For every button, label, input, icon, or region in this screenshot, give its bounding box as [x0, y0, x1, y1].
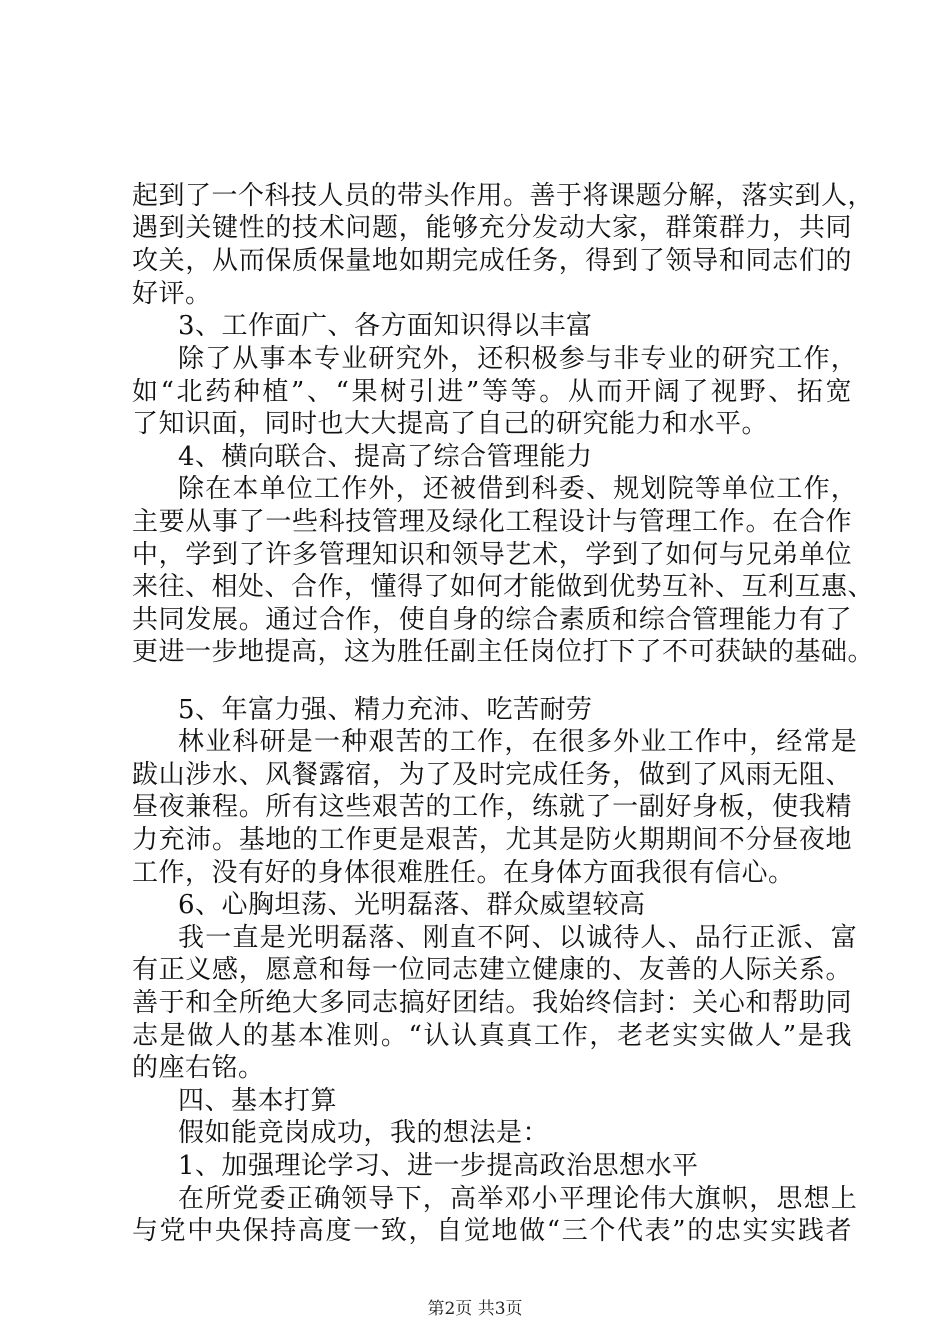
text-line: 工作，没有好的身体很难胜任。在身体方面我很有信心。	[132, 858, 795, 888]
text-line: 起到了一个科技人员的带头作用。善于将课题分解，落实到人，	[132, 181, 875, 211]
section-heading: 3、工作面广、各方面知识得以丰富	[178, 311, 593, 341]
section-heading: 4、横向联合、提高了综合管理能力	[178, 442, 593, 472]
text-line: 好评。	[132, 279, 212, 309]
page-footer: 第2页 共3页	[427, 1299, 523, 1319]
text-line: 攻关，从而保质保量地如期完成任务，得到了领导和同志们的	[132, 246, 852, 276]
text-line: 力充沛。基地的工作更是艰苦，尤其是防火期期间不分昼夜地	[132, 825, 852, 855]
text-line: 我一直是光明磊落、刚直不阿、以诚待人、品行正派、富	[178, 923, 859, 953]
text-line: 的座右铭。	[132, 1053, 265, 1083]
text-line: 来往、相处、合作，懂得了如何才能做到优势互补、互利互惠、	[132, 572, 875, 602]
text-line: 主要从事了一些科技管理及绿化工程设计与管理工作。在合作	[132, 507, 852, 537]
text-line: 跋山涉水、风餐露宿，为了及时完成任务，做到了风雨无阻、	[132, 760, 852, 790]
text-line: 有正义感，愿意和每一位同志建立健康的、友善的人际关系。	[132, 955, 852, 985]
text-line: 林业科研是一种艰苦的工作，在很多外业工作中，经常是	[178, 727, 859, 757]
text-line: 遇到关键性的技术问题，能够充分发动大家，群策群力，共同	[132, 213, 852, 243]
text-line: 与党中央保持高度一致，自觉地做“三个代表”的忠实实践者	[132, 1216, 852, 1246]
section-heading: 5、年富力强、精力充沛、吃苦耐劳	[178, 695, 593, 725]
text-line: 善于和全所绝大多同志搞好团结。我始终信封：关心和帮助同	[132, 988, 852, 1018]
text-line: 除了从事本专业研究外，还积极参与非专业的研究工作，	[178, 344, 859, 374]
text-line: 在所党委正确领导下，高举邓小平理论伟大旗帜，思想上	[178, 1184, 859, 1214]
text-line: 如“北药种植”、“果树引进”等等。从而开阔了视野、拓宽	[132, 377, 852, 407]
text-line: 昼夜兼程。所有这些艰苦的工作，练就了一副好身板，使我精	[132, 792, 852, 822]
text-line: 假如能竞岗成功，我的想法是：	[178, 1118, 550, 1148]
section-heading: 四、基本打算	[178, 1086, 338, 1116]
text-line: 共同发展。通过合作，使自身的综合素质和综合管理能力有了	[132, 605, 852, 635]
text-line: 志是做人的基本准则。“认认真真工作，老老实实做人”是我	[132, 1021, 852, 1051]
text-line: 更进一步地提高，这为胜任副主任岗位打下了不可获缺的基础。	[132, 637, 875, 667]
section-heading: 6、心胸坦荡、光明磊落、群众威望较高	[178, 890, 646, 920]
section-heading: 1、加强理论学习、进一步提高政治思想水平	[178, 1151, 699, 1181]
text-line: 中，学到了许多管理知识和领导艺术，学到了如何与兄弟单位	[132, 540, 852, 570]
text-line: 了知识面，同时也大大提高了自己的研究能力和水平。	[132, 409, 769, 439]
text-line: 除在本单位工作外，还被借到科委、规划院等单位工作，	[178, 474, 859, 504]
